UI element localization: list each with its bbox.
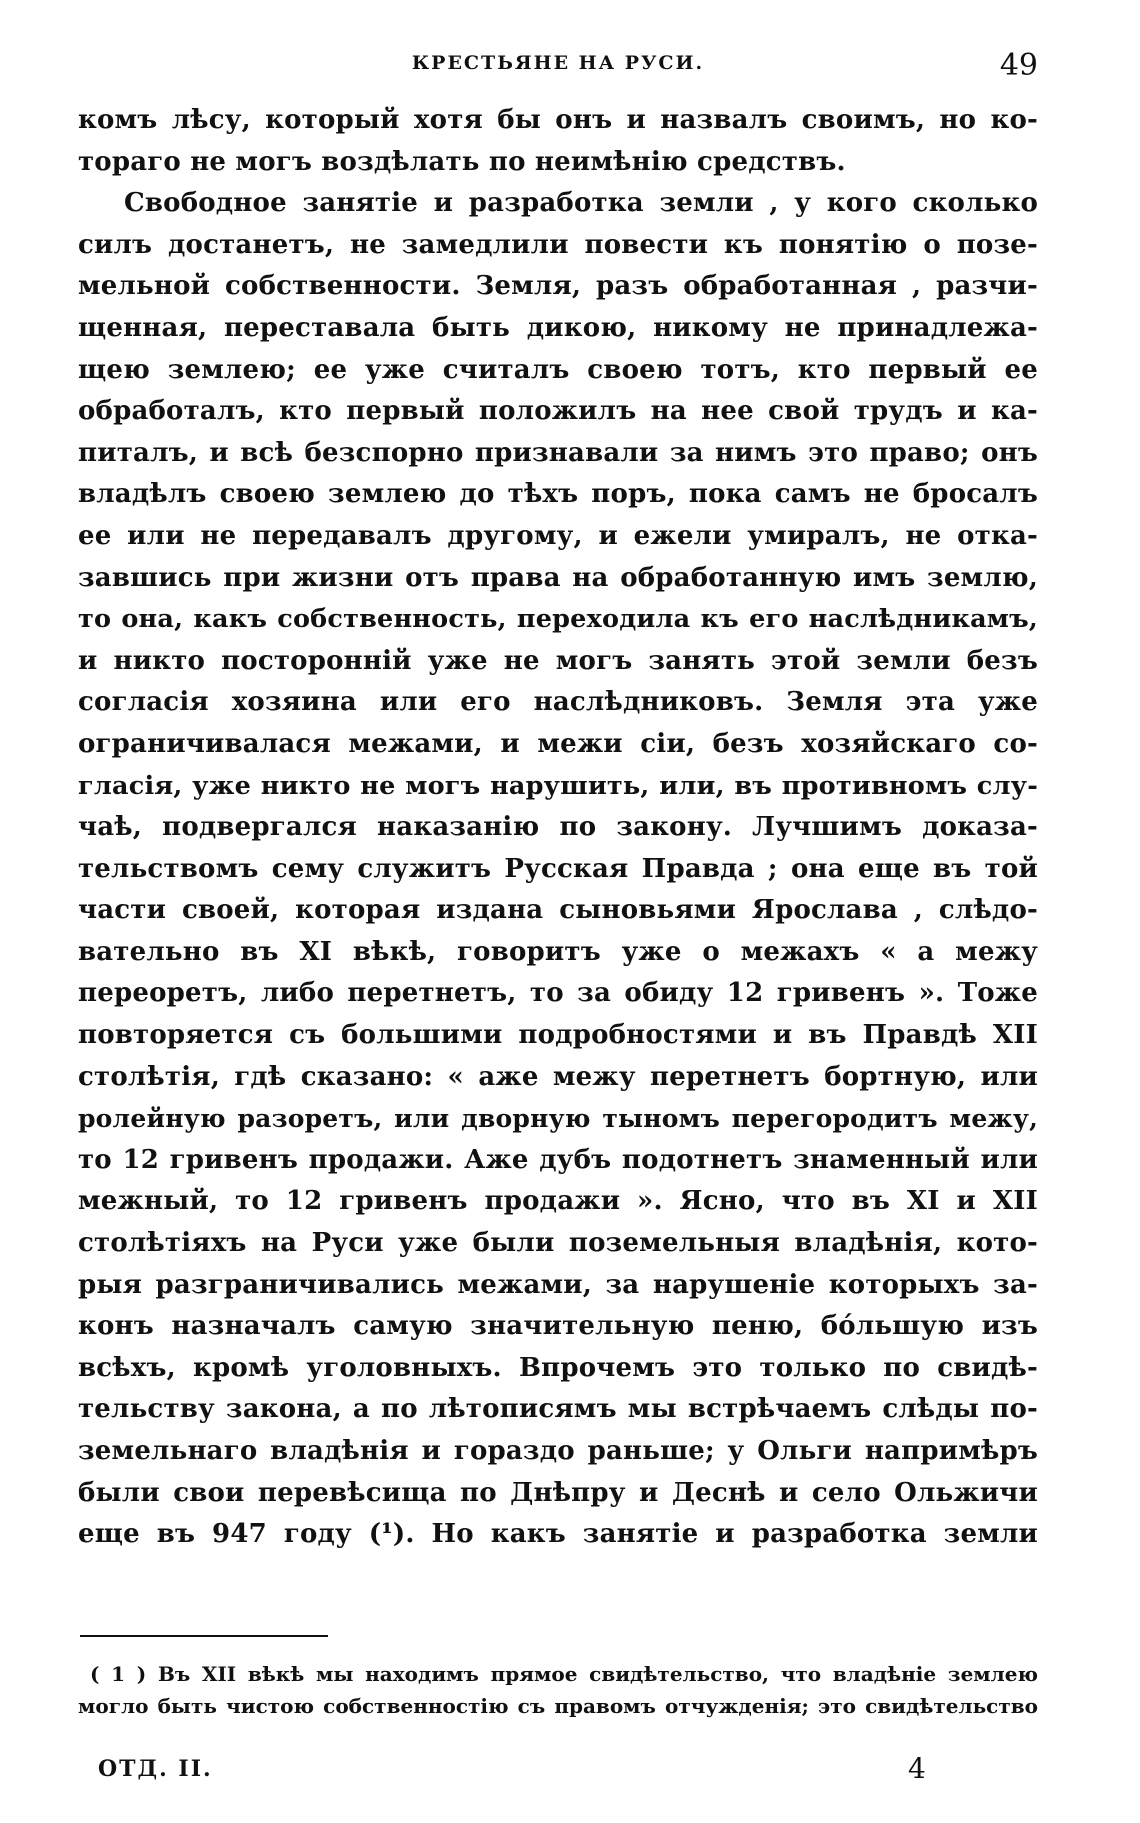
text-line: силъ достанетъ, не замедлили повести къ понятію о позе- xyxy=(78,229,1038,260)
text-line: тельствомъ сему служитъ Русская Правда ; она еще въ той xyxy=(78,853,1038,884)
text-line: щенная, переставала быть дикою, никому не принадлежа- xyxy=(78,312,1038,343)
text-line: тельству закона, а по лѣтописямъ мы встрѣчаемъ слѣды по- xyxy=(78,1394,1038,1425)
text-line: части своей, которая издана сыновьями Ярослава , слѣдо- xyxy=(78,895,1038,926)
text-line: межный, то 12 гривенъ продажи ». Ясно, что въ XI и XII xyxy=(78,1186,1038,1217)
text-line: ролейную разоретъ, или дворную тыномъ перегородитъ межу, xyxy=(78,1104,1038,1134)
main-text xyxy=(78,100,1038,1556)
text-line: повторяется съ большими подробностями и въ Правдѣ XII xyxy=(78,1020,1038,1051)
signature-mark: 4 xyxy=(908,1752,926,1785)
text-line: конъ назначалъ самую значительную пеню, бóльшую изъ xyxy=(78,1311,1038,1342)
text-line: гласія, уже никто не могъ нарушить, или, въ противномъ слу- xyxy=(78,770,1038,801)
text-line: рыя разграничивались межами, за нарушеніе которыхъ за- xyxy=(78,1269,1038,1300)
text-line: щею землею; ее уже считалъ своею тотъ, кто первый ее xyxy=(78,354,1038,385)
section-mark: ОТД. II. xyxy=(98,1756,213,1782)
text-line: Свободное занятіе и разработка земли , у кого сколько xyxy=(124,188,1038,219)
text-line: земельнаго владѣнія и гораздо раньше; у Ольги напримѣръ xyxy=(78,1436,1038,1466)
text-line: вательно въ XI вѣкѣ, говоритъ уже о межахъ « а межу xyxy=(78,936,1038,967)
text-line: то она, какъ собственность, переходила къ его наслѣдникамъ, xyxy=(78,604,1038,635)
page-footer xyxy=(78,1752,1038,1792)
footnote xyxy=(78,1658,1038,1722)
text-line: ограничивалася межами, и межи сіи, безъ хозяйскаго со- xyxy=(78,728,1038,759)
page-number: 49 xyxy=(999,48,1038,83)
text-line: всѣхъ, кромѣ уголовныхъ. Впрочемъ это только по свидѣ- xyxy=(78,1352,1038,1383)
text-line: владѣлъ своею землею до тѣхъ поръ, пока самъ не бросалъ xyxy=(78,479,1038,510)
footnote-line: могло быть чистою собственностію съ правомъ отчужденія; это свидѣтельство xyxy=(78,1694,1038,1718)
text-line: обработалъ, кто первый положилъ на нее свой трудъ и ка- xyxy=(78,396,1038,427)
text-line: ее или не передавалъ другому, и ежели умиралъ, не отка- xyxy=(78,520,1038,551)
text-line: и никто посторонній уже не могъ занять этой земли безъ xyxy=(78,645,1038,676)
text-line: чаѣ, подвергался наказанію по закону. Лучшимъ доказа- xyxy=(78,812,1038,843)
text-line: то 12 гривенъ продажи. Аже дубъ подотнетъ знаменный или xyxy=(78,1144,1038,1175)
text-line: питалъ, и всѣ безспорно признавали за нимъ это право; онъ xyxy=(78,437,1038,468)
footnote-line: ( 1 ) Въ XII вѣкѣ мы находимъ прямое свидѣтельство, что владѣніе землею xyxy=(90,1662,1038,1686)
page-header xyxy=(78,48,1038,88)
text-line: столѣтіяхъ на Руси уже были поземельныя владѣнія, кото- xyxy=(78,1228,1038,1259)
text-line: переоретъ, либо перетнетъ, то за обиду 12 гривенъ ». Тоже xyxy=(78,978,1038,1009)
text-line: комъ лѣсу, который хотя бы онъ и назвалъ своимъ, но ко- xyxy=(78,105,1038,135)
text-line: еще въ 947 году (¹). Но какъ занятіе и разработка земли xyxy=(78,1519,1038,1550)
text-line: согласія хозяина или его наслѣдниковъ. Земля эта уже xyxy=(78,687,1038,718)
running-title: КРЕСТЬЯНЕ НА РУСИ. xyxy=(411,52,705,74)
text-line: столѣтія, гдѣ сказано: « аже межу перетнетъ бортную, или xyxy=(78,1061,1038,1092)
text-line: завшись при жизни отъ права на обработанную имъ землю, xyxy=(78,562,1038,593)
footnote-divider xyxy=(80,1635,328,1637)
text-line: мельной собственности. Земля, разъ обработанная , разчи- xyxy=(78,271,1038,302)
text-line: были свои перевѣсища по Днѣпру и Деснѣ и село Ольжичи xyxy=(78,1477,1038,1508)
text-line: тораго не могъ воздѣлать по неимѣнію средствъ. xyxy=(78,146,846,177)
